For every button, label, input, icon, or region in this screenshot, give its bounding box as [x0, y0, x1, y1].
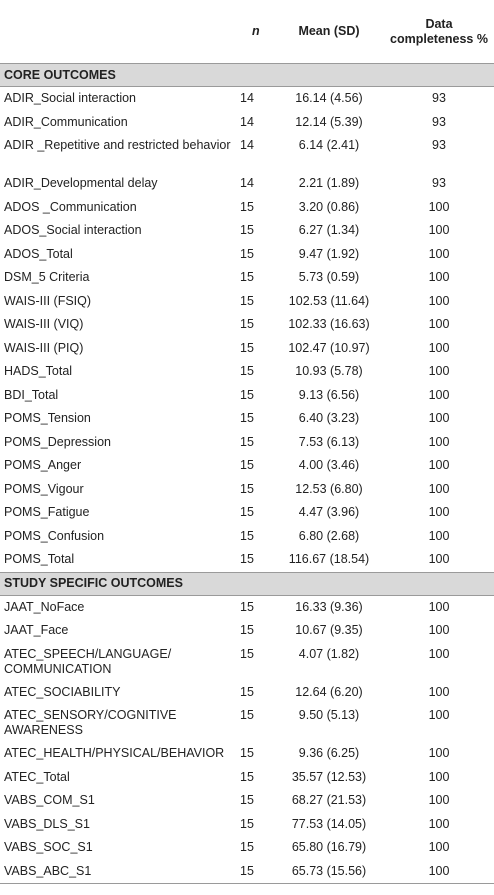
cell-completeness: 100 — [428, 246, 450, 261]
table-row — [0, 836, 494, 860]
cell-mean: 6.80 (2.68) — [298, 528, 360, 543]
cell-n: 15 — [240, 528, 254, 543]
cell-completeness: 100 — [428, 552, 450, 567]
table-row — [0, 266, 494, 290]
cell-n: 14 — [240, 176, 254, 191]
cell-completeness: 100 — [428, 364, 450, 379]
cell-name: BDI_Total — [4, 387, 59, 402]
cell-mean: 12.53 (6.80) — [295, 481, 363, 496]
cell-name: ATEC_Total — [4, 769, 70, 784]
table-row — [0, 525, 494, 549]
cell-name: JAAT_NoFace — [4, 599, 85, 614]
table-row — [0, 407, 494, 431]
cell-name: POMS_Confusion — [4, 528, 105, 543]
table-row — [0, 196, 494, 220]
cell-mean: 16.33 (9.36) — [295, 599, 363, 614]
cell-completeness: 100 — [428, 623, 450, 638]
cell-n: 15 — [240, 816, 254, 831]
cell-name: ADIR _Repetitive and restricted behavior — [4, 138, 231, 152]
cell-mean: 65.73 (15.56) — [274, 860, 384, 884]
header-name — [0, 0, 238, 64]
table-row — [0, 431, 494, 455]
header-n: n — [238, 0, 274, 64]
cell-name: POMS_Vigour — [4, 481, 84, 496]
cell-mean: 5.73 (0.59) — [298, 270, 360, 285]
cell-completeness: 100 — [428, 840, 450, 855]
cell-completeness: 93 — [432, 138, 446, 152]
cell-name: VABS_ABC_S1 — [0, 860, 238, 884]
cell-n: 15 — [240, 599, 254, 614]
table-row — [0, 134, 494, 172]
cell-n: 15 — [240, 246, 254, 261]
cell-n: 15 — [240, 481, 254, 496]
cell-name: POMS_Fatigue — [4, 505, 90, 520]
table-row — [0, 501, 494, 525]
table-row — [0, 860, 494, 884]
cell-n: 15 — [240, 317, 254, 332]
cell-n: 15 — [240, 684, 254, 699]
cell-mean: 6.14 (2.41) — [298, 138, 360, 152]
table-row — [0, 766, 494, 790]
cell-n: 15 — [240, 793, 254, 808]
cell-n: 15 — [240, 293, 254, 308]
cell-name: ATEC_HEALTH/PHYSICAL/BEHAVIOR — [4, 746, 225, 761]
cell-completeness: 100 — [428, 317, 450, 332]
cell-mean: 4.07 (1.82) — [298, 646, 360, 661]
cell-completeness: 100 — [428, 793, 450, 808]
cell-mean: 10.93 (5.78) — [295, 364, 363, 379]
cell-mean: 77.53 (14.05) — [291, 816, 367, 831]
cell-name: VABS_DLS_S1 — [4, 816, 90, 831]
table-row — [0, 290, 494, 314]
cell-mean: 12.64 (6.20) — [295, 684, 363, 699]
cell-completeness: 93 — [432, 114, 446, 129]
cell-mean: 6.27 (1.34) — [298, 223, 360, 238]
cell-completeness: 100 — [428, 293, 450, 308]
cell-mean: 16.14 (4.56) — [295, 91, 363, 106]
cell-n: 15 — [240, 646, 254, 661]
section-header — [0, 64, 494, 87]
cell-name: ATEC_SPEECH/LANGUAGE/ COMMUNICATION — [4, 646, 172, 676]
cell-completeness: 93 — [432, 176, 446, 191]
cell-completeness: 100 — [428, 708, 450, 722]
cell-completeness: 100 — [428, 646, 450, 661]
cell-completeness: 100 — [428, 746, 450, 761]
cell-mean: 102.33 (16.63) — [288, 317, 370, 332]
cell-mean: 9.50 (5.13) — [298, 708, 360, 722]
cell-n: 14 — [240, 114, 254, 129]
cell-name: ADOS_Social interaction — [4, 223, 142, 238]
table-row — [0, 619, 494, 643]
table-row — [0, 742, 494, 766]
cell-n: 15 — [240, 746, 254, 761]
cell-mean: 12.14 (5.39) — [295, 114, 363, 129]
cell-name: ADOS _Communication — [4, 199, 137, 214]
table-row — [0, 337, 494, 361]
cell-n: 15 — [240, 411, 254, 426]
cell-n: 15 — [240, 505, 254, 520]
cell-completeness: 100 — [428, 411, 450, 426]
cell-completeness: 100 — [428, 223, 450, 238]
cell-n: 15 — [240, 199, 254, 214]
table-row — [0, 172, 494, 196]
cell-name: VABS_COM_S1 — [4, 793, 95, 808]
cell-name: VABS_SOC_S1 — [4, 840, 93, 855]
cell-mean: 7.53 (6.13) — [298, 434, 360, 449]
cell-name: POMS_Total — [4, 552, 75, 567]
table-row — [0, 313, 494, 337]
cell-name: POMS_Tension — [4, 411, 91, 426]
table-row — [0, 454, 494, 478]
cell-n: 15 — [238, 860, 274, 884]
cell-n: 15 — [240, 340, 254, 355]
cell-mean: 102.47 (10.97) — [288, 340, 370, 355]
cell-name: ATEC_SENSORY/COGNITIVE AWARENESS — [4, 708, 177, 737]
cell-n: 15 — [240, 458, 254, 473]
section-header — [0, 572, 494, 595]
table-row — [0, 243, 494, 267]
cell-name: ADIR_Developmental delay — [4, 176, 158, 191]
cell-name: ADIR_Communication — [4, 114, 128, 129]
cell-name: ATEC_SOCIABILITY — [4, 684, 121, 699]
cell-mean: 116.67 (18.54) — [288, 552, 370, 567]
cell-n: 15 — [240, 364, 254, 379]
cell-mean: 65.80 (16.79) — [291, 840, 367, 855]
cell-name: JAAT_Face — [4, 623, 69, 638]
cell-mean: 2.21 (1.89) — [298, 176, 360, 191]
cell-completeness: 100 — [428, 387, 450, 402]
cell-mean: 9.47 (1.92) — [298, 246, 360, 261]
cell-completeness: 100 — [428, 769, 450, 784]
cell-mean: 4.00 (3.46) — [298, 458, 360, 473]
cell-completeness: 100 — [428, 599, 450, 614]
cell-name: WAIS-III (FSIQ) — [4, 293, 92, 308]
cell-mean: 6.40 (3.23) — [298, 411, 360, 426]
cell-mean: 10.67 (9.35) — [295, 623, 363, 638]
cell-completeness: 100 — [428, 816, 450, 831]
cell-n: 15 — [240, 387, 254, 402]
header-mean: Mean (SD) — [274, 0, 384, 64]
cell-mean: 102.53 (11.64) — [288, 293, 370, 308]
cell-completeness: 100 — [428, 340, 450, 355]
cell-name: POMS_Depression — [4, 434, 111, 449]
table-row — [0, 384, 494, 408]
cell-completeness: 93 — [432, 91, 446, 106]
header-completeness: Data completeness % — [384, 0, 494, 64]
table-row — [0, 478, 494, 502]
section-title: CORE OUTCOMES — [0, 64, 494, 87]
cell-name: ADOS_Total — [4, 246, 73, 261]
cell-name: DSM_5 Criteria — [4, 270, 90, 285]
cell-n: 15 — [240, 840, 254, 855]
table-row — [0, 643, 494, 681]
cell-name: HADS_Total — [4, 364, 73, 379]
cell-completeness: 100 — [428, 684, 450, 699]
cell-completeness: 100 — [428, 199, 450, 214]
cell-name: WAIS-III (PIQ) — [4, 340, 84, 355]
table-row — [0, 595, 494, 619]
cell-n: 15 — [240, 223, 254, 238]
cell-n: 14 — [240, 138, 254, 152]
cell-name: WAIS-III (VIQ) — [4, 317, 84, 332]
cell-completeness: 100 — [428, 528, 450, 543]
cell-name: POMS_Anger — [4, 458, 82, 473]
table-row — [0, 789, 494, 813]
cell-completeness: 100 — [384, 860, 494, 884]
cell-mean: 4.47 (3.96) — [298, 505, 360, 520]
table-header — [0, 0, 494, 64]
cell-completeness: 100 — [428, 270, 450, 285]
table-body — [0, 64, 494, 884]
cell-n: 15 — [240, 769, 254, 784]
cell-completeness: 100 — [428, 505, 450, 520]
cell-mean: 35.57 (12.53) — [291, 769, 367, 784]
table-row — [0, 813, 494, 837]
cell-mean: 9.13 (6.56) — [298, 387, 360, 402]
cell-n: 15 — [240, 552, 254, 567]
cell-n: 15 — [240, 270, 254, 285]
cell-n: 15 — [240, 434, 254, 449]
cell-completeness: 100 — [428, 458, 450, 473]
table-row — [0, 548, 494, 572]
cell-mean: 9.36 (6.25) — [298, 746, 360, 761]
table-row — [0, 111, 494, 135]
cell-completeness: 100 — [428, 434, 450, 449]
table-row — [0, 360, 494, 384]
table-row — [0, 87, 494, 111]
table-row — [0, 681, 494, 705]
table-row — [0, 219, 494, 243]
cell-mean: 68.27 (21.53) — [291, 793, 367, 808]
cell-n: 15 — [240, 708, 254, 722]
table-row — [0, 704, 494, 742]
cell-n: 15 — [240, 623, 254, 638]
cell-mean: 3.20 (0.86) — [298, 199, 360, 214]
section-title: STUDY SPECIFIC OUTCOMES — [0, 572, 494, 595]
cell-n: 14 — [240, 91, 254, 106]
cell-name: ADIR_Social interaction — [4, 91, 137, 106]
cell-completeness: 100 — [428, 481, 450, 496]
